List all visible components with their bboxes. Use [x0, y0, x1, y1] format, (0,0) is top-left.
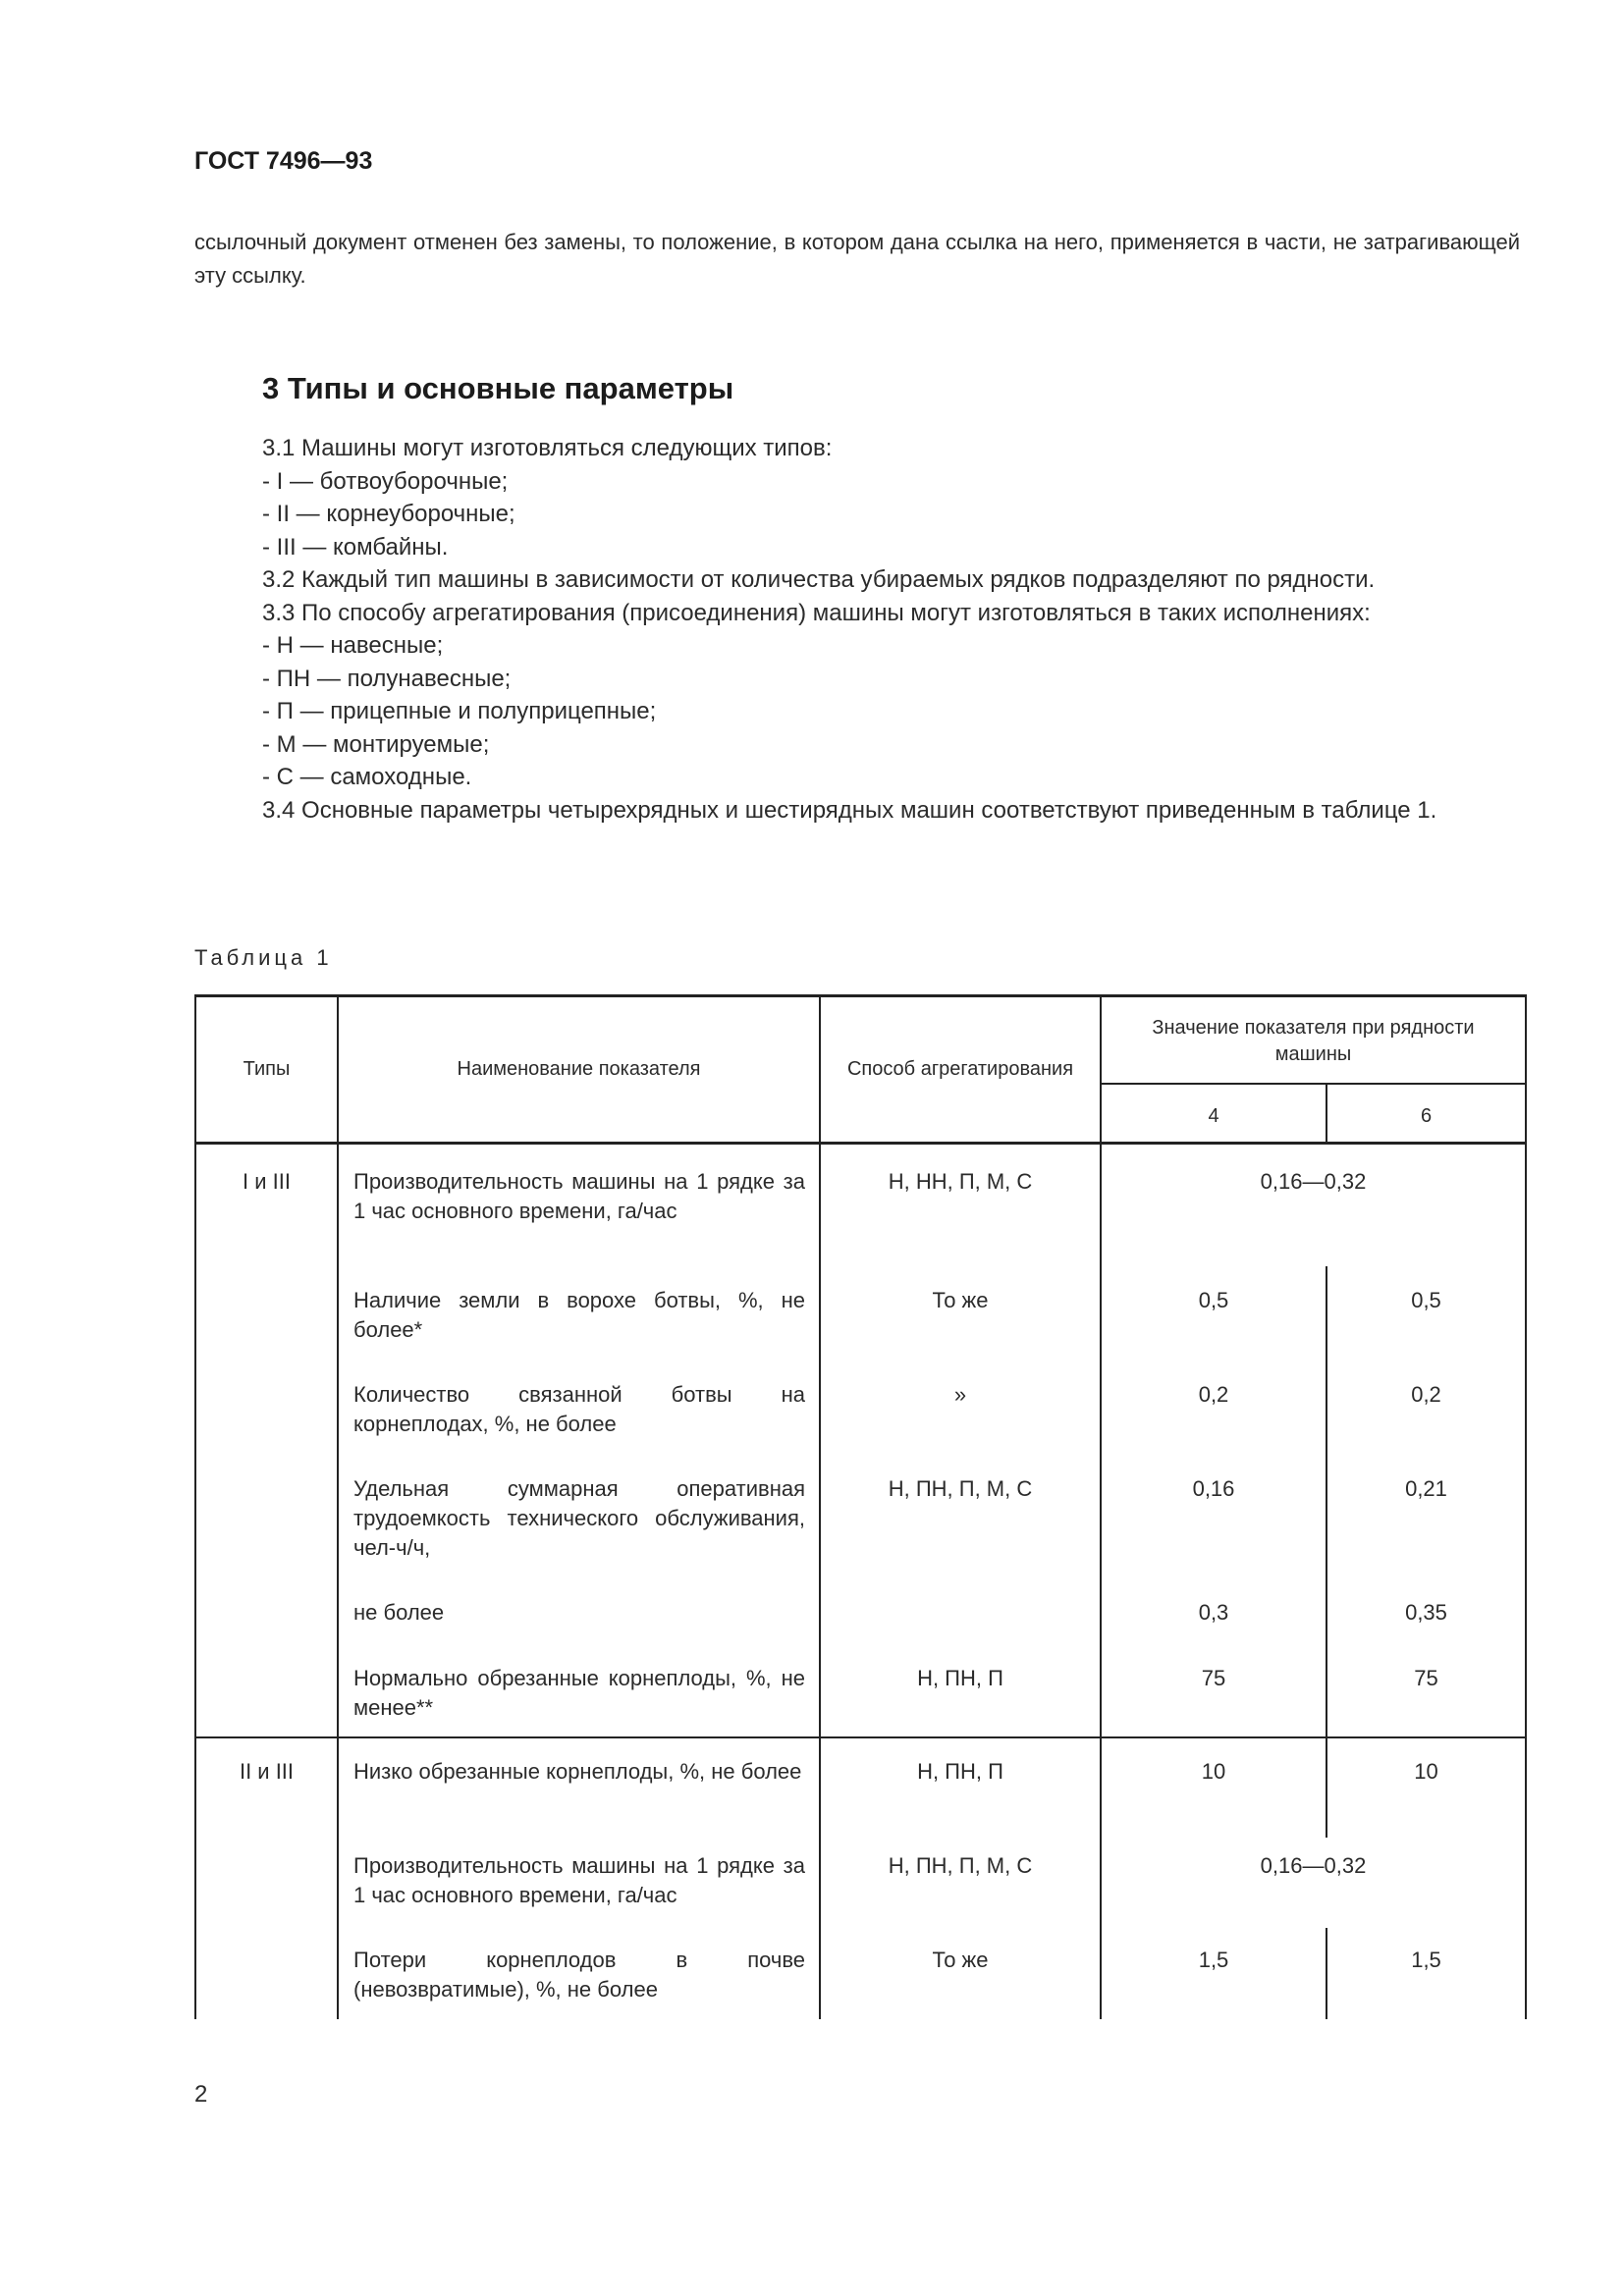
row-5-value-6: 0,35 — [1405, 1600, 1447, 1625]
row-7-method: Н, ПН, П — [917, 1759, 1003, 1784]
row-7-value-6: 10 — [1414, 1759, 1438, 1784]
row-9-method: То же — [932, 1948, 989, 1972]
row-8-value: 0,16—0,32 — [1260, 1853, 1367, 1878]
row-8-method: Н, ПН, П, М, С — [888, 1853, 1033, 1878]
paragraph-3-4: 3.4 Основные параметры четырехрядных и шестирядных машин соответствуют приведенным в таблице 1. — [262, 796, 1437, 824]
row-6-value-6: 75 — [1414, 1666, 1438, 1690]
row-7-value-4: 10 — [1201, 1759, 1226, 1784]
page-number: 2 — [194, 2081, 208, 2108]
table-top-border — [194, 994, 1527, 997]
document-header: ГОСТ 7496—93 — [194, 147, 373, 175]
row-2-value-4: 0,5 — [1198, 1288, 1229, 1312]
row-6-method: Н, ПН, П — [917, 1666, 1003, 1690]
header-method: Способ агрегатирования — [846, 1058, 1074, 1080]
header-value: Значение показателя при рядности машины — [1152, 1017, 1475, 1065]
list-item-version-1: - Н — навесные; — [262, 632, 444, 659]
row-8-name: Производительность машины на 1 рядке за 1 час основного времени, га/час — [353, 1853, 805, 1907]
header-types: Типы — [243, 1058, 291, 1080]
list-item-type-2: - II — корнеуборочные; — [262, 501, 515, 527]
paragraph-3-3: 3.3 По способу агрегатирования (присоединения) машины могут изготовляться в таких исполнениях: — [262, 599, 1371, 626]
list-item-type-3: - III — комбайны. — [262, 533, 449, 561]
row-3-value-4: 0,2 — [1198, 1382, 1229, 1407]
row-5-value-4: 0,3 — [1198, 1600, 1229, 1625]
list-item-version-4: - М — монтируемые; — [262, 730, 490, 758]
row-1-type: I и III — [243, 1169, 291, 1194]
row-1-value: 0,16—0,32 — [1260, 1169, 1367, 1194]
row-2-value-6: 0,5 — [1411, 1288, 1441, 1312]
header-row-4: 4 — [1208, 1105, 1219, 1127]
header-row-6: 6 — [1420, 1105, 1433, 1127]
list-item-type-1: - I — ботвоуборочные; — [262, 467, 509, 495]
list-item-version-5: - С — самоходные. — [262, 764, 472, 790]
row-7-type: II и III — [239, 1759, 295, 1784]
row-3-name: Количество связанной ботвы на корнеплодах, %, не более — [353, 1382, 805, 1436]
table-split-a — [1326, 1266, 1327, 1838]
row-4-value-4: 0,16 — [1192, 1476, 1235, 1501]
row-9-name: Потери корнеплодов в почве (невозвратимые), %, не более — [353, 1948, 805, 2002]
row-2-method: То же — [932, 1288, 989, 1312]
row-5-name: не более — [353, 1600, 445, 1625]
paragraph-3-1: 3.1 Машины могут изготовляться следующих типов: — [262, 435, 833, 461]
row-4-method: Н, ПН, П, М, С — [888, 1476, 1033, 1501]
table-right-border — [1525, 994, 1527, 2019]
table-col-divider-1 — [337, 994, 339, 2019]
list-item-version-3: - П — прицепные и полуприцепные; — [262, 698, 657, 724]
row-3-value-6: 0,2 — [1411, 1382, 1441, 1407]
table-left-border — [194, 994, 196, 2019]
list-item-version-2: - ПН — полунавесные; — [262, 665, 512, 692]
row-4-name: Удельная суммарная оперативная трудоемкость технического обслуживания, чел-ч/ч, — [353, 1476, 805, 1560]
row-9-value-4: 1,5 — [1198, 1948, 1229, 1972]
row-1-method: Н, НН, П, М, С — [888, 1169, 1033, 1194]
table-subheader-line — [1100, 1083, 1527, 1085]
table-caption: Таблица 1 — [194, 945, 333, 970]
row-6-value-4: 75 — [1201, 1666, 1226, 1690]
row-3-method: » — [953, 1382, 967, 1407]
paragraph-3-2: 3.2 Каждый тип машины в зависимости от количества убираемых рядков подразделяют по рядности. — [262, 566, 1376, 593]
row-4-value-6: 0,21 — [1405, 1476, 1447, 1501]
row-6-name: Нормально обрезанные корнеплоды, %, не менее** — [353, 1666, 805, 1720]
row-7-name: Низко обрезанные корнеплоды, %, не более — [353, 1759, 802, 1784]
row-2-name: Наличие земли в ворохе ботвы, %, не более* — [353, 1288, 805, 1342]
row-9-value-6: 1,5 — [1411, 1948, 1441, 1972]
intro-paragraph: ссылочный документ отменен без замены, то положение, в котором дана ссылка на него, применяется в части, не затрагивающей эту ссылку. — [194, 230, 1520, 288]
section-title: 3 Типы и основные параметры — [262, 371, 734, 405]
header-name: Наименование показателя — [457, 1058, 701, 1080]
row-1-name: Производительность машины на 1 рядке за 1 час основного времени, га/час — [353, 1169, 805, 1223]
